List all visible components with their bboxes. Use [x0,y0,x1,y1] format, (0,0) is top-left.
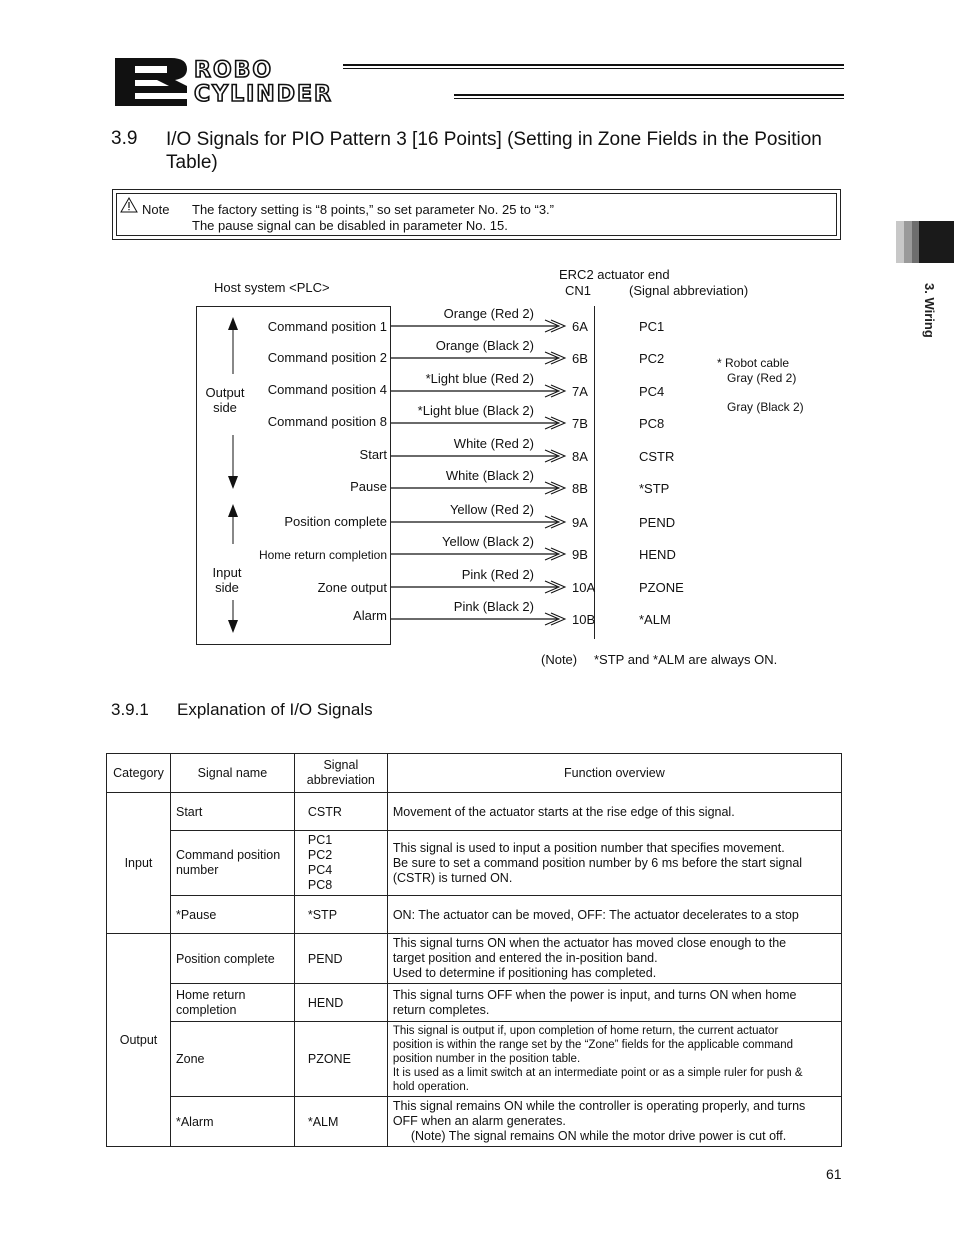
signal-name: Command position number [170,831,294,896]
output-arrow-down-head [228,476,238,489]
function-overview: This signal turns OFF when the power is input, and turns ON when home return completes. [387,984,841,1022]
wire-color-label: Orange (Red 2) [443,306,534,321]
signal-name-label: Pause [350,479,387,494]
pin-label: 8B [572,481,588,496]
function-overview: This signal is output if, upon completion of home return, the current actuator position is within the range set by the “Zone” fields for the applicable command position number in the position table. It is used as a limit switch at an intermediate point or as a simple ruler for push & hold operation. [387,1022,841,1097]
signal-abbreviation: HEND [639,547,676,562]
wire-color-label: Orange (Black 2) [435,338,534,353]
signal-abbr: HEND [294,984,387,1022]
function-overview: This signal remains ON while the controller is operating properly, and turns OFF when an alarm generates. (Note) The signal remains ON while the motor drive power is cut off. [387,1097,841,1147]
header-rule-bottom [454,94,844,96]
actuator-end-label: ERC2 actuator end [559,267,670,282]
page-number: 61 [826,1166,842,1182]
signal-name-label: Alarm [353,608,387,623]
signal-name-label: Command position 2 [267,350,387,365]
table-row [107,1022,842,1097]
signal-abbreviation: *STP [639,481,670,496]
signal-abbr: *STP [294,896,387,934]
signal-name: Zone [170,1022,294,1097]
wire-color-label: Pink (Black 2) [453,599,534,614]
category-input: Input [107,793,171,934]
signal-name: Position complete [170,934,294,984]
table-row [107,896,842,934]
signal-abbr: PEND [294,934,387,984]
signal-name-label: Command position 4 [267,382,387,397]
subsection-title: Explanation of I/O Signals [177,700,373,719]
wire-color-label: *Light blue (Black 2) [417,403,534,418]
note-line-2: The pause signal can be disabled in parameter No. 15. [192,218,508,233]
robot-cable-gray-red: Gray (Red 2) [727,371,797,385]
table-header-row [107,754,842,793]
signal-name-label: Home return completion [258,548,387,562]
signal-abbreviation: PZONE [639,580,684,595]
section-number: 3.9 [111,128,138,149]
signal-abbreviation: PC8 [639,416,665,431]
signal-name: Home return completion [170,984,294,1022]
function-overview: Movement of the actuator starts at the rise edge of this signal. [387,793,841,831]
diagram-footnote-text: *STP and *ALM are always ON. [594,652,778,667]
input-arrow-down-head [228,620,238,633]
category-output: Output [107,934,171,1147]
header-rule-bottom-thin [454,98,844,99]
input-side-label: Input side [212,565,242,595]
host-system-label: Host system <PLC> [214,280,330,295]
function-overview: This signal is used to input a position number that specifies movement. Be sure to set a command position number by 6 ms before the start signal (CSTR) is turned ON. [387,831,841,896]
input-arrow-up-head [228,504,238,517]
function-overview: ON: The actuator can be moved, OFF: The actuator decelerates to a stop [387,896,841,934]
io-signal-table [106,753,842,1147]
table-row [107,984,842,1022]
signal-abbr: PC1 PC2 PC4 PC8 [294,831,387,896]
signal-name-label: Start [359,447,387,462]
table-row [107,1097,842,1147]
logo-word-cylinder: CYLINDER [194,82,333,104]
signal-name-label: Position complete [284,514,387,529]
signal-abbr: *ALM [294,1097,387,1147]
pin-label: 9B [572,547,588,562]
cn1-label: CN1 [565,283,592,298]
pin-label: 10B [572,612,596,627]
wire-color-label: White (Red 2) [453,436,534,451]
pin-label: 9A [572,515,588,530]
signal-abbreviation-header: (Signal abbreviation) [629,283,749,298]
signal-abbreviation: PEND [639,515,676,530]
pin-label: 7B [572,416,588,431]
signal-abbr: CSTR [294,793,387,831]
chapter-tab-block [919,221,954,263]
chapter-tab-label: 3. Wiring [922,283,937,338]
pin-label: 7A [572,384,588,399]
robot-cable-gray-black: Gray (Black 2) [727,400,804,414]
header-signal-name: Signal name [170,754,294,793]
pin-label: 6A [572,319,588,334]
robo-cylinder-logo-mark-icon [113,56,189,107]
robot-cable-note: * Robot cable [717,356,790,370]
output-side-label: Output side [205,385,245,415]
wire-color-label: Pink (Red 2) [461,567,534,582]
chapter-tab-gradient [896,221,919,263]
signal-abbreviation: PC1 [639,319,665,334]
section-title: I/O Signals for PIO Pattern 3 [16 Points] (Setting in Zone Fields in the Position Table) [166,129,822,173]
signal-abbreviation: PC4 [639,384,665,399]
diagram-footnote-label: (Note) [541,652,578,667]
table-row [107,793,842,831]
header-rule-top [343,64,844,66]
note-line-1: The factory setting is “8 points,” so set parameter No. 25 to “3.” [192,202,554,217]
signal-name-label: Zone output [317,580,387,595]
pin-label: 8A [572,449,588,464]
function-overview: This signal turns ON when the actuator has moved close enough to the target position and entered the in-position band. Used to determine if positioning has completed. [387,934,841,984]
wire-color-label: Yellow (Black 2) [441,534,534,549]
wire-color-label: White (Black 2) [445,468,534,483]
header-function-overview: Function overview [387,754,841,793]
header-signal-abbreviation: Signal abbreviation [294,754,387,793]
signal-name-label: Command position 1 [267,319,387,334]
signal-name-label: Command position 8 [267,414,387,429]
signal-name: *Pause [170,896,294,934]
table-row [107,831,842,896]
signal-abbr: PZONE [294,1022,387,1097]
note-label: Note [142,202,170,217]
signal-name: *Alarm [170,1097,294,1147]
signal-abbreviation: *ALM [639,612,671,627]
signal-name: Start [170,793,294,831]
warning-triangle-icon [120,197,138,213]
header-category: Category [107,754,171,793]
logo-word-robo: ROBO [194,58,274,83]
pin-label: 6B [572,351,588,366]
header-rule-top-thin [343,68,844,69]
wire-color-label: Yellow (Red 2) [449,502,534,517]
output-arrow-up-head [228,317,238,330]
signal-abbreviation: PC2 [639,351,665,366]
signal-abbreviation: CSTR [639,449,675,464]
wire-color-label: *Light blue (Red 2) [425,371,534,386]
pin-label: 10A [572,580,596,595]
subsection-number: 3.9.1 [111,700,149,719]
table-row [107,934,842,984]
